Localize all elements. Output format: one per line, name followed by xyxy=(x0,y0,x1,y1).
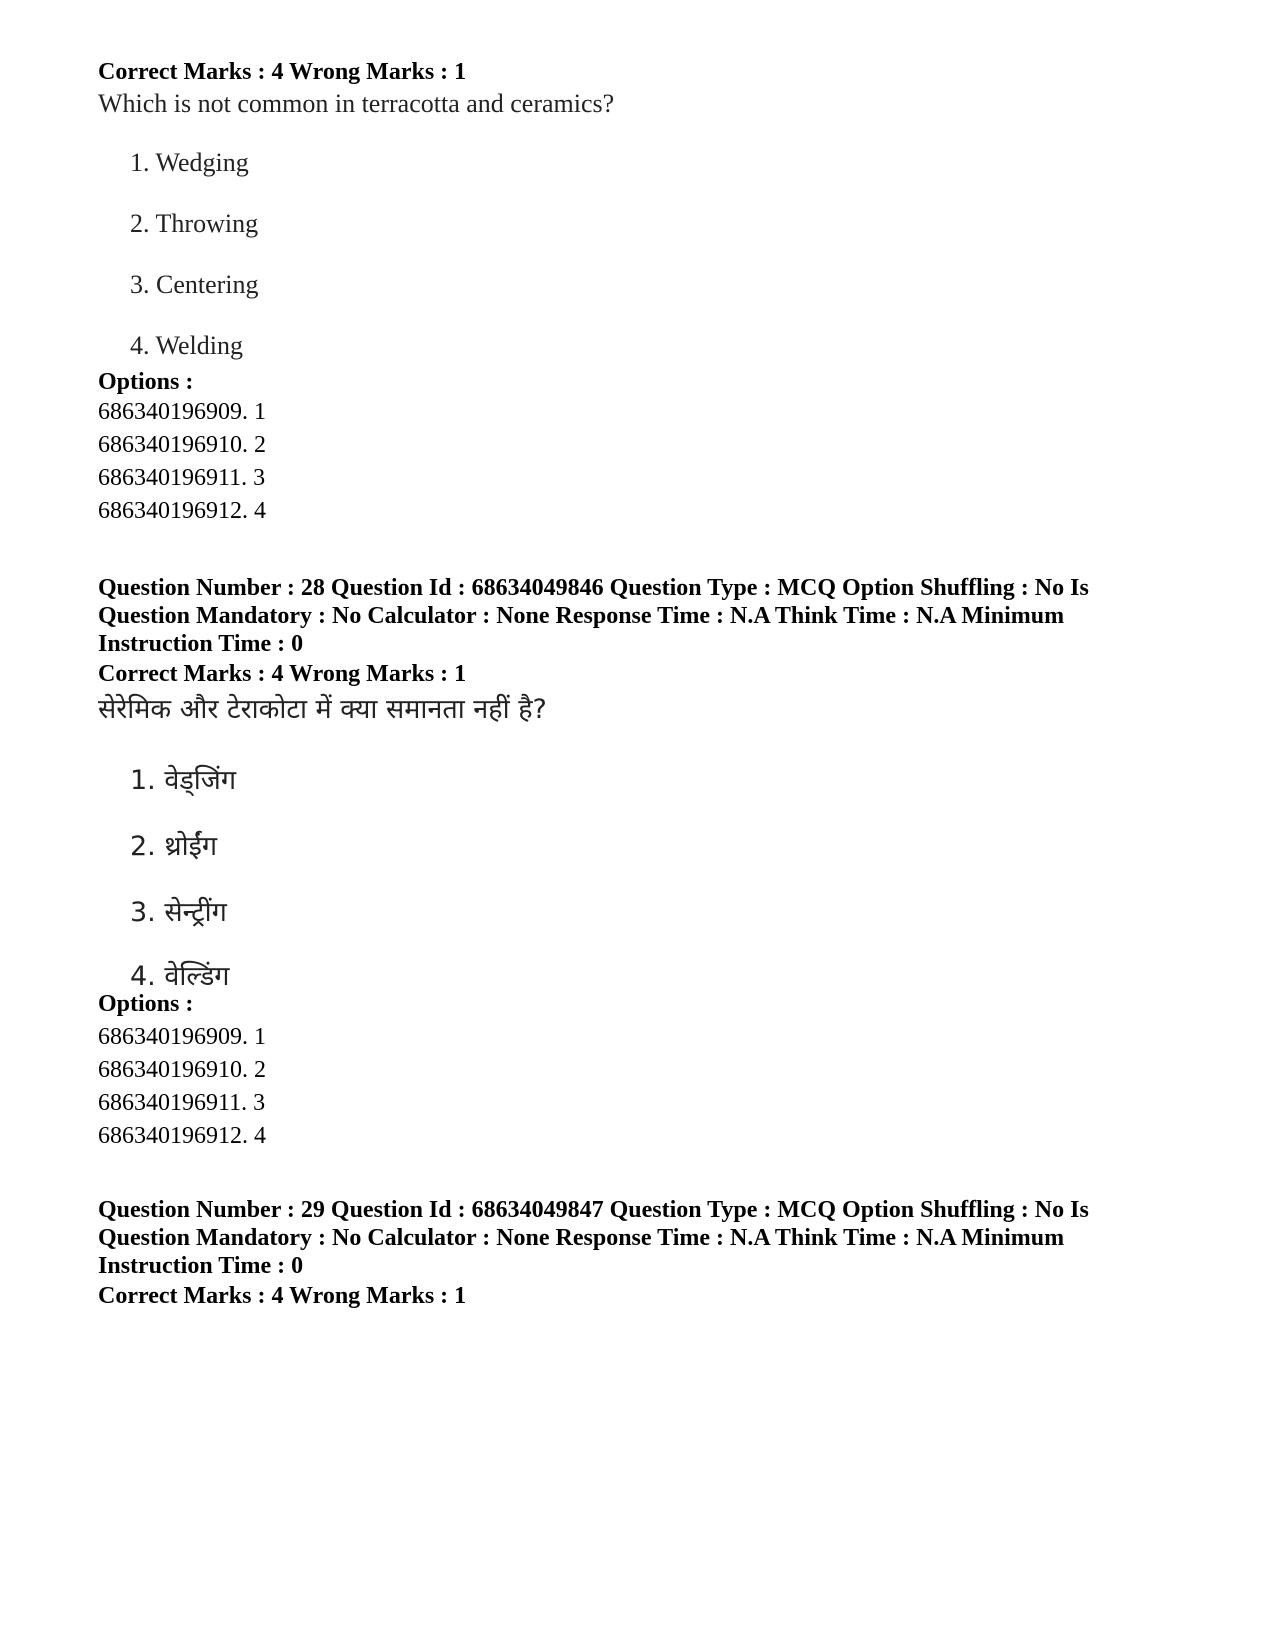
q27-option-4: 686340196912. 4 xyxy=(98,498,266,524)
q27-option-3: 686340196911. 3 xyxy=(98,465,266,491)
q28-option-1: 686340196909. 1 xyxy=(98,1024,266,1050)
q28-choice-2: 2. थ्रोईंग xyxy=(130,831,218,862)
q28-options-label: Options : xyxy=(98,991,194,1017)
q27-choice-4: 4. Welding xyxy=(130,331,243,360)
q28-meta: Question Number : 28 Question Id : 68634049846 Question Type : MCQ Option Shuffling : No Is Question Mandatory : No Calculator : None Response Time : N.A Think Time : N.A Minimum Instruction Time : 0 xyxy=(98,575,1089,657)
q27-choice-3: 3. Centering xyxy=(130,270,259,299)
q27-marks: Correct Marks : 4 Wrong Marks : 1 xyxy=(98,59,467,85)
q28-question-text: सेरेमिक और टेराकोटा में क्या समानता नहीं है? xyxy=(98,694,547,725)
q27-options-label: Options : xyxy=(98,369,194,395)
q27-choice-2: 2. Throwing xyxy=(130,209,259,238)
q28-choice-3: 3. सेन्ट्रींग xyxy=(130,897,227,928)
q27-choice-1: 1. Wedging xyxy=(130,148,249,177)
q28-option-3: 686340196911. 3 xyxy=(98,1090,266,1116)
q29-marks: Correct Marks : 4 Wrong Marks : 1 xyxy=(98,1283,467,1309)
q28-choice-1: 1. वेड्जिंग xyxy=(130,765,237,796)
q28-marks: Correct Marks : 4 Wrong Marks : 1 xyxy=(98,661,467,687)
q28-option-4: 686340196912. 4 xyxy=(98,1123,266,1149)
q27-option-2: 686340196910. 2 xyxy=(98,432,266,458)
q27-option-1: 686340196909. 1 xyxy=(98,399,266,425)
q27-question-text: Which is not common in terracotta and ceramics? xyxy=(98,89,615,118)
q28-option-2: 686340196910. 2 xyxy=(98,1057,266,1083)
q28-choice-4: 4. वेल्डिंग xyxy=(130,961,230,992)
q29-meta: Question Number : 29 Question Id : 68634049847 Question Type : MCQ Option Shuffling : No Is Question Mandatory : No Calculator : None Response Time : N.A Think Time : N.A Minimum Instruction Time : 0 xyxy=(98,1197,1089,1279)
